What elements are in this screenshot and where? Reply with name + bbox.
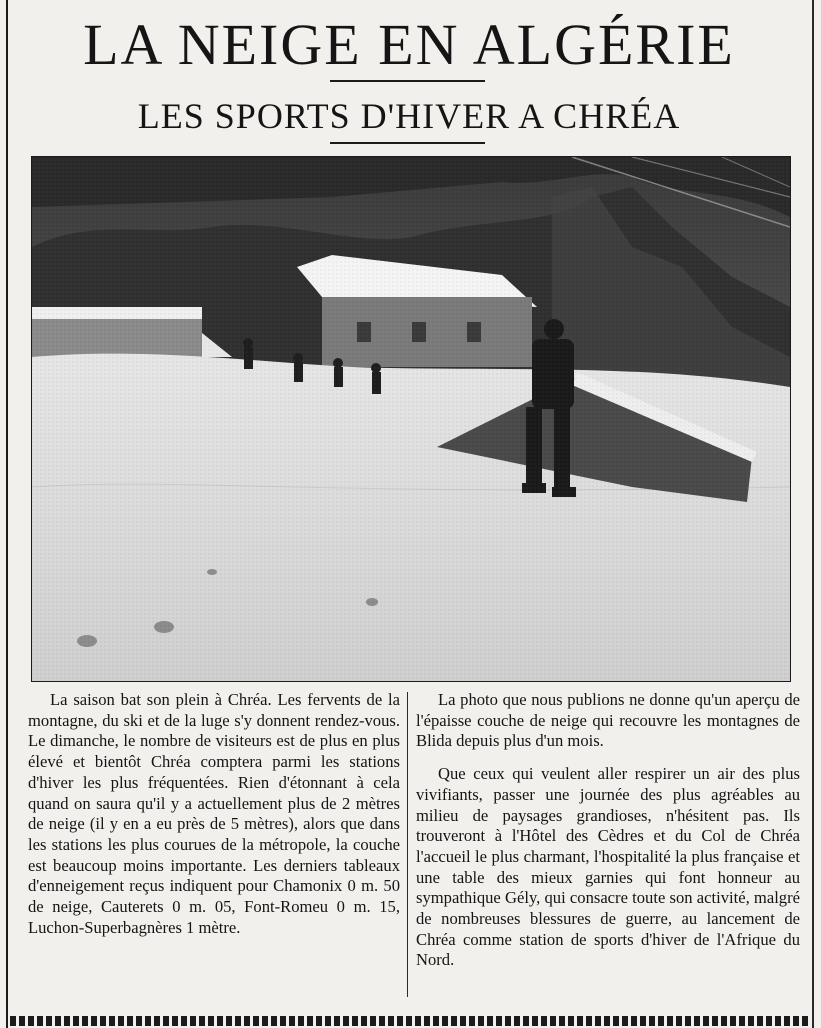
headline: LA NEIGE EN ALGÉRIE — [83, 12, 735, 77]
headline-rule — [330, 80, 485, 82]
paragraph: La photo que nous publions ne donne qu'un aperçu de l'épaisse couche de neige qui recouvre les montagnes de Blida depuis plus d'un mois. — [416, 690, 800, 751]
subheadline-rule — [330, 142, 485, 144]
subheadline: LES SPORTS D'HIVER A CHRÉA — [137, 96, 681, 136]
paragraph: Que ceux qui veulent aller respirer un air des plus vivifiants, passer une journée des plus agréables au milieu de paysages grandioses, n'hésitent pas. Ils trouveront à l'Hôtel des Cèdres et du Col de Chréa l'accueil le plus charmant, l'hospitalité la plus française et une table des mieux garnies qui font honneur au sympathique Gély, qui consacre toute son activité, malgré de nombreuses blessures de guerre, au lancement de Chréa comme station de sports d'hiver de l'Afrique du Nord. — [416, 764, 800, 970]
photo-illustration — [32, 157, 790, 681]
snow-scene-photo — [31, 156, 791, 682]
paragraph: La saison bat son plein à Chréa. Les fervents de la montagne, du ski et de la luge s'y donnent rendez-vous. Le dimanche, le nombre de visiteurs est de plus en plus élevé et bientôt Chréa comptera parmi les stations d'hiver les plus fréquentées. Rien d'étonnant à cela quand on saura qu'il y a actuellement plus de 2 mètres de neige (il y en a eu près de 5 mètres), alors que dans les stations les plus courues de la métropole, la couche est beaucoup moins importante. Les derniers tableaux d'enneigement reçus indiquent pour Chamonix 0 m. 50 de neige, Cauterets 0 m. 05, Font-Romeu 0 m. 15, Luchon-Superbagnères 1 mètre. — [28, 690, 400, 937]
decorative-bottom-border — [10, 1016, 808, 1026]
article-column-right — [416, 690, 800, 971]
article-column-left — [28, 690, 400, 938]
column-divider — [407, 692, 408, 997]
left-column-rule — [6, 0, 8, 1028]
right-column-rule — [812, 0, 814, 1028]
